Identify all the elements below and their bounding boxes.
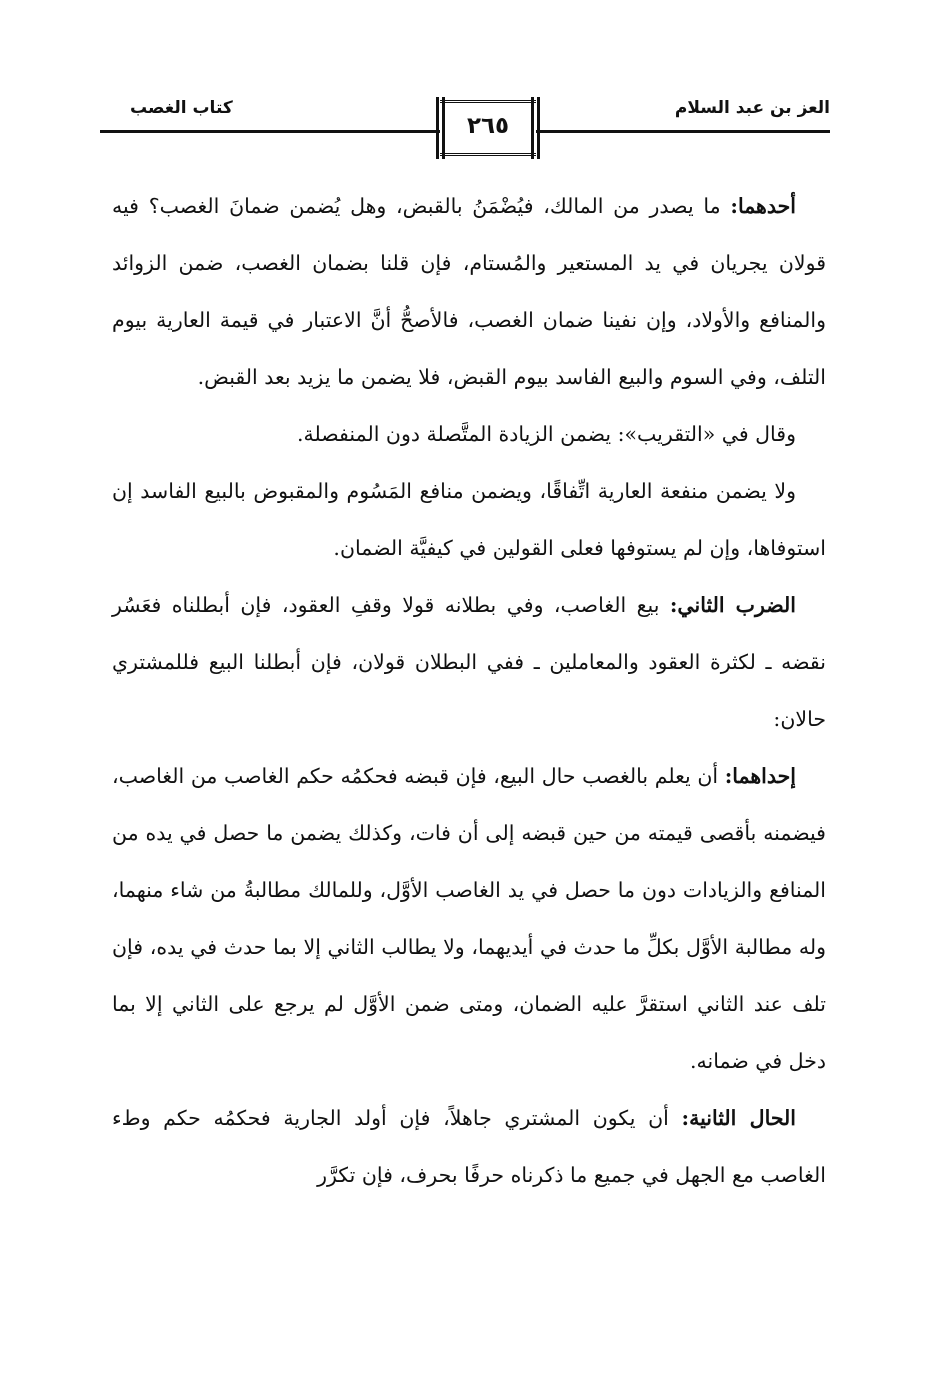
- paragraph-text: ما يصدر من المالك، فيُضْمَنُ بالقبض، وهل يُضمن ضمانَ الغصب؟ فيه قولان يجريان في يد المستعير والمُستام، فإن قلنا بضمان الغصب، ضمن الزوائد والمنافع والأولاد، وإن نفينا ضمان الغصب، فالأصحُّ أنَّ الاعتبار في قيمة العارية بيوم التلف، وفي السوم والبيع الفاسد بيوم القبض، فلا يضمن ما يزيد بعد القبض.: [112, 194, 826, 389]
- running-head-author: العز بن عبد السلام: [674, 98, 830, 118]
- main-text: [112, 178, 826, 1204]
- paragraph-lead: الضرب الثاني:: [669, 593, 796, 617]
- paragraph-6: [112, 1090, 826, 1204]
- paragraph-lead: أحدهما:: [730, 194, 796, 218]
- paragraph-text: وقال في «التقريب»: يضمن الزيادة المتَّصلة دون المنفصلة.: [296, 422, 796, 446]
- paragraph-4: [112, 577, 826, 748]
- paragraph-5: [112, 748, 826, 1090]
- paragraph-text: أن يكون المشتري جاهلاً، فإن أولد الجارية فحكمُه حكم وطء الغاصب مع الجهل في جميع ما ذكرناه حرفًا بحرف، فإن تكرَّر: [112, 1106, 826, 1187]
- paragraph-3: [112, 463, 826, 577]
- paragraph-text: بيع الغاصب، وفي بطلانه قولا وقفِ العقود، فإن أبطلناه فعَسُر نقضه ـ لكثرة العقود والمعاملين ـ ففي البطلان قولان، فإن أبطلنا البيع فللمشتري حالان:: [112, 593, 826, 731]
- paragraph-lead: الحال الثانية:: [681, 1106, 796, 1130]
- paragraph-text: ولا يضمن منفعة العارية اتِّفاقًا، ويضمن منافع المَسُوم والمقبوض بالبيع الفاسد إن استوفاها، وإن لم يستوفها فعلى القولين في كيفيَّة الضمان.: [112, 479, 826, 560]
- paragraph-text: أن يعلم بالغصب حال البيع، فإن قبضه فحكمُه حكم الغاصب من الغاصب، فيضمنه بأقصى قيمته من حين قبضه إلى أن فات، وكذلك يضمن ما حصل في يده من المنافع والزيادات دون ما حصل في يد الغاصب الأوَّل، وللمالك مطالبةُ من شاء منهما، وله مطالبة الأوَّل بكلِّ ما حدث في أيديهما، ولا يطالب الثاني إلا بما حدث في يده، فإن تلف عند الثاني استقرَّ عليه الضمان، ومتى ضمن الأوَّل لم يرجع على الثاني إلا بما دخل في ضمانه.: [112, 764, 826, 1073]
- page-number-frame: [440, 100, 536, 156]
- paragraph-2: [112, 406, 826, 463]
- page-header: [100, 90, 830, 170]
- paragraph-1: [112, 178, 826, 406]
- running-head-chapter: كتاب الغصب: [130, 98, 233, 118]
- page-number: ٢٦٥: [466, 113, 510, 139]
- paragraph-lead: إحداهما:: [724, 764, 796, 788]
